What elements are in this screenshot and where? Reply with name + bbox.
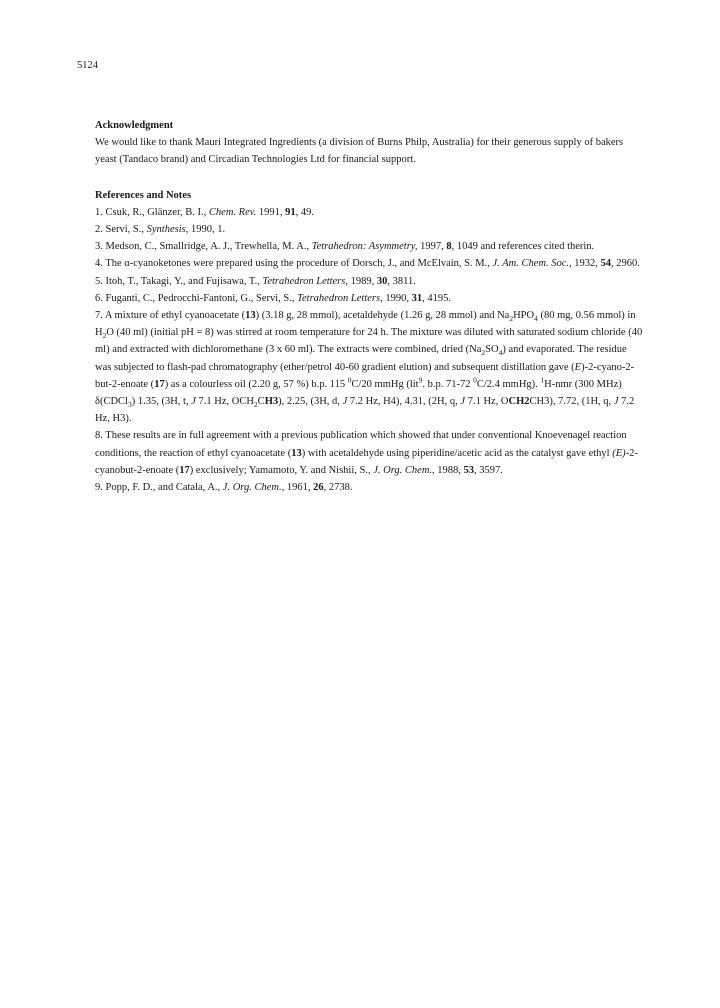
acknowledgment-text: We would like to thank Mauri Integrated Ingredients (a division of Burns Philp, Australia) for their generous supply of bakers yeast (Tandaco brand) and Circadian Technologies Ltd for financial support. [95,137,624,166]
reference-item-note: 8. These results are in full agreement with a previous publication which showed that under conventional Knoevenagel reaction conditions, the reaction of ethyl cyanoacetate (13) with acetaldehyde using piperidine/acetic acid as the catalyst gave ethyl (E)-2-cyanobut-2-enoate (17) exclusively; Yamamoto, Y. and Nishii, S., J. Org. Chem., 1988, 53, 3597. [95,430,638,476]
page-content [95,117,643,496]
acknowledgment-heading: Acknowledgment [95,120,174,131]
reference-item: 6. Fuganti, C., Pedrocchi-Fantoni, G., Servi, S., Tetrahedron Letters, 1990, 31, 4195. [95,292,451,304]
references-list [95,204,643,496]
references-heading: References and Notes [95,189,192,201]
reference-item: 3. Medson, C., Smallridge, A. J., Trewhella, M. A., Tetrahedron: Asymmetry, 1997, 8, 1049 and references cited therin. [95,241,595,253]
reference-item: 4. The α-cyanoketones were prepared using the procedure of Dorsch, J., and McElvain, S. M., J. Am. Chem. Soc., 1932, 54, 2960. [95,258,640,270]
reference-item-experimental: 7. A mixture of ethyl cyanoacetate (13) (3.18 g, 28 mmol), acetaldehyde (1.26 g, 28 mmol) and $Na_2HPO_4$ (80 mg, 0.56 mmol) in $H_2O$ (40 ml) (initial pH = 8) was stirred at room temperature for 24 h. The mixture was diluted with saturated sodium chloride (40 ml) and extracted with dichloromethane (3 x 60 ml). The extracts were combined, dried $(Na_2SO_4)$ and evaporated. The residue was subjected to flash-pad chromatography (ether/petrol 40-60 gradient elution) and subsequent distillation gave (E)-2-cyano-2-but-2-enoate (17) as a colourless oil (2.20 g, 57 %) b.p. 115 $^0$C/20 mmHg (lit$^9$. b.p. 71-72 $^0$C/2.4 mmHg). $^1$H-nmr (300 MHz) δ(CDCl$_3$) 1.35, (3H, t, J 7.1 Hz, $OCH_2CH3$), 2.25, (3H, d, J 7.2 Hz, H4), 4.31, (2H, q, J 7.1 Hz, OCH2CH3), 7.72, (1H, q, J 7.2 Hz, H3). [95,310,643,425]
reference-item: 1. Csuk, R., Glänzer, B. I., Chem. Rev. 1991, 91, 49. [95,206,314,218]
reference-item: 2. Servi, S., Synthesis, 1990, 1. [95,224,226,236]
reference-item: 5. Itoh, T., Takagi, Y., and Fujisawa, T., Tetrahedron Letters, 1989, 30, 3811. [95,275,416,287]
reference-item: 9. Popp, F. D., and Catala, A., J. Org. Chem., 1961, 26, 2738. [95,482,353,494]
page-number: 5124 [77,60,98,71]
